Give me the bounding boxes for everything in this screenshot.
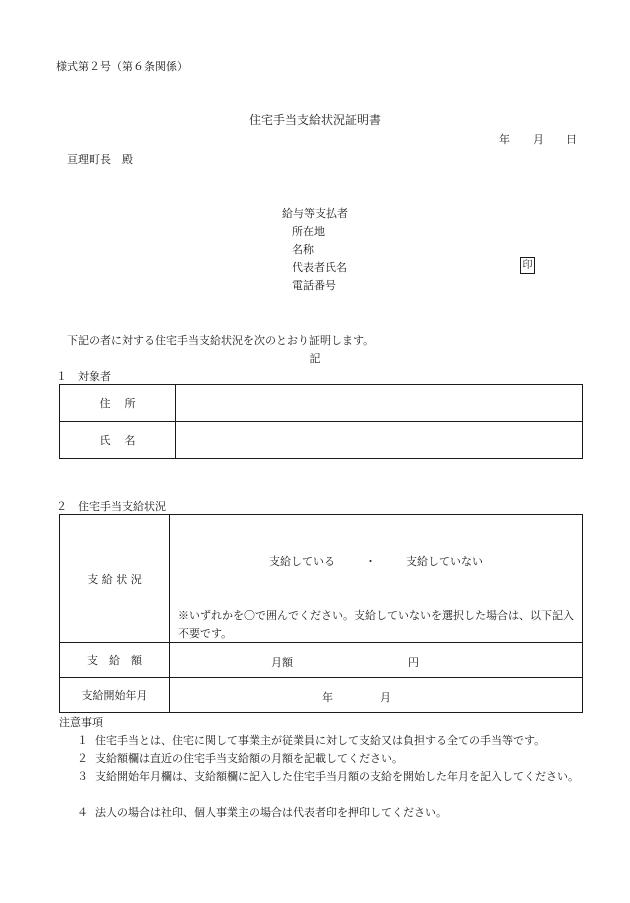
yen-label: 円 <box>408 656 419 669</box>
subject-address-label: 住所 <box>60 385 176 422</box>
seal-mark: 印 <box>520 257 535 274</box>
subject-address-field[interactable] <box>176 385 583 422</box>
amount-label: 支 給 額 <box>60 643 170 678</box>
allowance-table <box>59 514 583 713</box>
amount-field[interactable] <box>170 643 583 678</box>
start-month-label: 月 <box>380 691 391 704</box>
form-number: 様式第２号（第６条関係） <box>56 60 188 73</box>
payer-representative-label: 代表者氏名 <box>292 261 347 274</box>
date-month-label: 月 <box>533 133 544 146</box>
option-paying[interactable]: 支給している <box>269 555 335 568</box>
date-year-label: 年 <box>499 133 510 146</box>
status-note: ※いずれかを〇で囲んでください。支給していないを選択した場合は、以下記入不要です。 <box>178 609 574 640</box>
section1-heading: １ 対象者 <box>56 370 111 383</box>
payer-name-label: 名称 <box>292 243 314 256</box>
start-label: 支給開始年月 <box>60 678 170 713</box>
status-choices <box>170 553 582 569</box>
status-row <box>60 515 583 643</box>
subject-name-label: 氏名 <box>60 422 176 459</box>
payer-address-label: 所在地 <box>292 225 325 238</box>
payer-phone-label: 電話番号 <box>292 279 336 292</box>
note-item: １ 住宅手当とは、住宅に関して事業主が従業員に対して支給又は負担する全ての手当等です。 <box>77 734 546 747</box>
status-cell <box>170 515 583 643</box>
option-separator: ・ <box>365 555 376 568</box>
monthly-label: 月額 <box>271 656 293 669</box>
start-field[interactable] <box>170 678 583 713</box>
amount-row <box>60 643 583 678</box>
notes-heading: 注意事項 <box>59 716 103 729</box>
option-not-paying[interactable]: 支給していない <box>406 555 483 568</box>
status-label: 支 給 状 況 <box>60 515 170 643</box>
payer-heading: 給与等支払者 <box>282 207 348 220</box>
ki-heading: 記 <box>309 352 321 365</box>
document-title: 住宅手当支給状況証明書 <box>248 113 381 127</box>
addressee: 亘理町長 殿 <box>67 153 133 166</box>
start-row <box>60 678 583 713</box>
date-day-label: 日 <box>566 133 577 146</box>
subject-name-field[interactable] <box>176 422 583 459</box>
note-item: ３ 支給開始年月欄は、支給額欄に記入した住宅手当月額の支給を開始した年月を記入してください。 <box>77 770 579 783</box>
intro-text: 下記の者に対する住宅手当支給状況を次のとおり証明します。 <box>67 334 375 347</box>
subject-address-row <box>60 385 583 422</box>
note-item: ２ 支給額欄は直近の住宅手当支給額の月額を記載してください。 <box>77 752 403 765</box>
subject-table <box>59 384 583 459</box>
start-year-label: 年 <box>322 691 333 704</box>
subject-name-row <box>60 422 583 459</box>
note-item: ４ 法人の場合は社印、個人事業主の場合は代表者印を押印してください。 <box>77 806 447 819</box>
section2-heading: ２ 住宅手当支給状況 <box>56 500 166 513</box>
